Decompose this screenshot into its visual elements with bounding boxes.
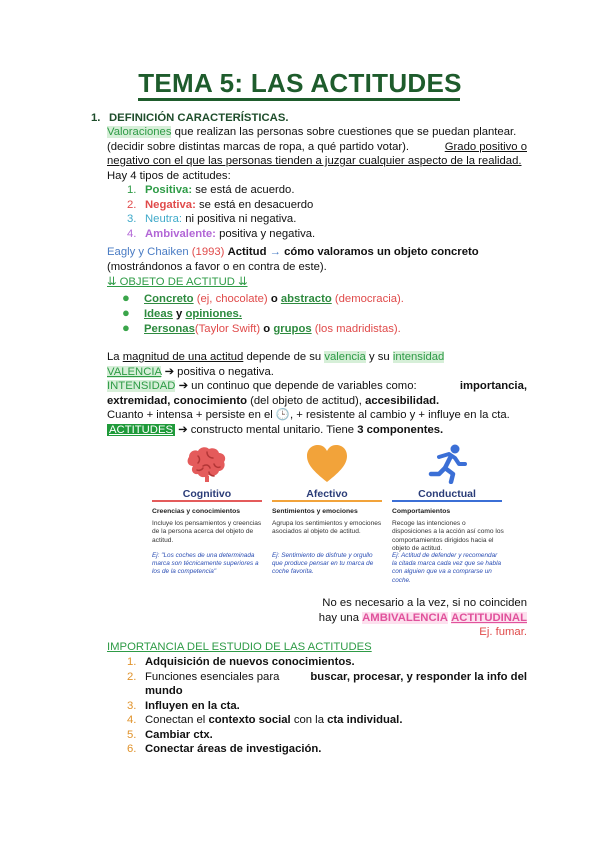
- intensidad-vars: extremidad, conocimiento: [107, 394, 247, 407]
- definition-line-2: [107, 140, 527, 155]
- item-mid: con la: [293, 714, 324, 726]
- item-number: 6.: [127, 743, 137, 755]
- valencia-label: VALENCIA: [107, 365, 162, 378]
- importancia-item: [127, 670, 527, 685]
- type-item: [127, 227, 547, 242]
- importancia-item: [127, 728, 547, 743]
- ambivalencia-example: Ej. fumar.: [479, 626, 527, 638]
- ambivalencia-line1: No es necesario a la vez, si no coinciden: [322, 597, 527, 609]
- component-card-cognitivo: [148, 436, 266, 586]
- item-number: 5.: [127, 728, 137, 741]
- component-divider: [152, 500, 262, 502]
- definition-paragraph: [107, 125, 527, 140]
- cuanto-line: Cuanto + intensa + persiste en el 🕒, + resistente al cambio y + influye en la cta.: [107, 409, 510, 421]
- importancia-item-cont: [145, 684, 565, 699]
- type-item: [127, 183, 547, 198]
- bullet-icon: ●: [122, 290, 130, 305]
- section-heading: [91, 111, 511, 126]
- actitudes-label: ACTITUDES: [109, 423, 174, 436]
- component-title: Conductual: [418, 488, 476, 500]
- item-bold: cta individual.: [327, 714, 403, 726]
- item-number: 2.: [127, 670, 137, 683]
- section-heading-text: DEFINICIÓN CARACTERÍSTICAS.: [109, 112, 289, 124]
- section-number: 1.: [91, 112, 101, 124]
- component-example: Ej: Sentimiento de disfrute y orgullo que produce pensar en tu marca de coche favorita.: [272, 552, 374, 576]
- type-desc: se está de acuerdo.: [195, 184, 295, 196]
- accesibilidad-word: accesibilidad.: [365, 394, 440, 407]
- item-text: Cambiar ctx.: [145, 728, 213, 741]
- valencia-line: [107, 365, 527, 380]
- type-desc: ni positiva ni negativa.: [185, 213, 297, 225]
- component-subtitle: Creencias y conocimientos: [152, 508, 241, 515]
- item-text: Conectar áreas de investigación.: [145, 743, 322, 755]
- definition-text-2: (decidir sobre distintas marcas de ropa, a qué partido votar).: [107, 140, 410, 153]
- objeto-heading: ⇊ OBJETO DE ACTITUD ⇊: [107, 275, 248, 288]
- type-name: Positiva:: [145, 184, 193, 196]
- item-text: Adquisición de nuevos conocimientos.: [145, 656, 355, 668]
- intensidad-line-2: [107, 394, 527, 409]
- objeto-item: [122, 291, 542, 307]
- ambivalencia-pre: hay una: [318, 611, 359, 624]
- magnitud-y: y su: [368, 351, 390, 363]
- magnitud-line: [107, 350, 527, 365]
- author-year: (1993): [191, 246, 225, 258]
- objeto-conj: y: [176, 308, 183, 320]
- importancia-item: [127, 655, 527, 670]
- definition-grado-2: negativo con el que las personas tienden a juzgar cualquier aspecto de la realidad.: [107, 155, 522, 167]
- component-desc: Agrupa los sentimientos y emociones asociados al objeto de actitud.: [272, 520, 382, 536]
- objeto-a: Personas: [144, 323, 195, 335]
- objeto-a: Concreto: [144, 293, 194, 305]
- bullet-icon: ●: [122, 320, 130, 335]
- type-number: 2.: [127, 198, 137, 211]
- objeto-b: grupos: [273, 323, 312, 335]
- type-number: 3.: [127, 213, 137, 225]
- item-number: 3.: [127, 699, 137, 712]
- objeto-a: Ideas: [144, 308, 173, 320]
- ambivalencia-line2: [300, 611, 527, 626]
- heart-icon: [268, 444, 386, 486]
- valencia-def: ➔ positiva o negativa.: [164, 365, 274, 378]
- component-example: Ej: "Los coches de una determinada marca son técnicamente superiores a los de la competencia": [152, 552, 259, 576]
- component-desc: Recoge las intenciones o disposiciones a la acción así como los comportamientos dirigidos hacia el objeto de actitud.: [392, 520, 504, 553]
- componentes-count: 3 componentes.: [357, 423, 444, 436]
- type-desc: se está en desacuerdo: [199, 198, 314, 211]
- type-name: Negativa:: [145, 198, 196, 211]
- objeto-a-ex: (Taylor Swift): [194, 323, 261, 335]
- component-desc: Incluye los pensamientos y creencias de la persona acerca del objeto de actitud.: [152, 520, 262, 544]
- brain-icon: [148, 444, 266, 486]
- types-intro: Hay 4 tipos de actitudes:: [107, 169, 231, 182]
- type-desc: positiva y negativa.: [219, 227, 316, 240]
- objeto-b-ex: (los madridistas).: [314, 323, 401, 335]
- component-card-afectivo: [268, 436, 386, 586]
- objeto-b: opiniones.: [185, 308, 242, 320]
- item-number: 1.: [127, 656, 137, 668]
- type-name: Neutra:: [145, 213, 183, 225]
- objeto-b: abstracto: [280, 293, 332, 305]
- component-example: Ej: Actitud de defender y recomendar la citada marca cada vez que se habla con alguien que va a comprarse un coche.: [392, 552, 502, 584]
- intensidad-note: (del objeto de actitud),: [250, 394, 362, 407]
- definition-grado: Grado positivo o: [444, 140, 527, 153]
- running-person-icon: [388, 444, 506, 486]
- objeto-conj: o: [270, 293, 278, 305]
- intensidad-line: [107, 379, 527, 394]
- eagly-line: [107, 245, 527, 260]
- type-item: [127, 198, 547, 213]
- importancia-heading: IMPORTANCIA DEL ESTUDIO DE LAS ACTITUDES: [107, 641, 372, 653]
- valencia-word: valencia: [324, 351, 366, 363]
- actitud-term: Actitud: [227, 246, 267, 258]
- component-title: Cognitivo: [182, 488, 232, 500]
- component-subtitle: Sentimientos y emociones: [272, 508, 358, 515]
- item-text: Influyen en la cta.: [145, 699, 240, 712]
- actitud-definition: cómo valoramos un objeto concreto: [284, 246, 479, 258]
- actitudes-line: [107, 423, 527, 438]
- bullet-icon: ●: [122, 305, 130, 320]
- type-number: 4.: [127, 227, 137, 240]
- actitudes-def: ➔ constructo mental unitario. Tiene: [178, 423, 355, 436]
- importancia-word: importancia,: [459, 380, 527, 392]
- definition-text: que realizan las personas sobre cuestiones que se puedan plantear.: [174, 126, 517, 138]
- component-divider: [272, 500, 382, 502]
- objeto-b-ex: (democracia).: [334, 293, 404, 305]
- intensidad-word: intensidad: [392, 351, 445, 363]
- magnitud-mid: depende de su: [246, 351, 322, 363]
- page-title: TEMA 5: LAS ACTITUDES: [138, 68, 462, 98]
- item-bold: contexto social: [208, 714, 291, 726]
- arrow-icon: →: [269, 246, 281, 258]
- author-name: Eagly y Chaiken: [107, 246, 189, 258]
- importancia-item: [127, 699, 547, 714]
- term-valoraciones: Valoraciones: [107, 126, 172, 138]
- actitudinal-term: ACTITUDINAL: [451, 611, 527, 624]
- item-text: Conectan el: [145, 714, 206, 726]
- component-title: Afectivo: [306, 488, 348, 500]
- component-divider: [392, 500, 502, 502]
- intensidad-label: INTENSIDAD: [107, 380, 176, 392]
- type-name: Ambivalente:: [145, 227, 216, 240]
- importancia-item: [127, 742, 547, 757]
- importancia-item: [127, 713, 547, 728]
- objeto-item: [122, 306, 542, 322]
- item-number: 4.: [127, 714, 137, 726]
- item-bold: buscar, procesar, y responder la info del: [310, 670, 527, 683]
- objeto-conj: o: [263, 323, 271, 335]
- title-underline: [138, 98, 460, 101]
- type-number: 1.: [127, 184, 137, 196]
- component-subtitle: Comportamientos: [392, 508, 451, 515]
- magnitud-term: magnitud de una actitud: [122, 351, 244, 363]
- mostrando-text: (mostrándonos a favor o en contra de este).: [107, 261, 327, 273]
- item-text: Funciones esenciales para: [145, 670, 280, 683]
- objeto-a-ex: (ej, chocolate): [196, 293, 268, 305]
- intensidad-def: ➔ un continuo que depende de variables como:: [178, 380, 417, 392]
- magnitud-pre: La: [107, 351, 120, 363]
- item-bold-cont: mundo: [145, 685, 183, 697]
- objeto-item: [122, 321, 542, 337]
- ambivalencia-note: [300, 596, 527, 640]
- ambivalencia-term: AMBIVALENCIA: [362, 611, 448, 624]
- type-item: [127, 212, 547, 227]
- component-card-conductual: [388, 436, 506, 586]
